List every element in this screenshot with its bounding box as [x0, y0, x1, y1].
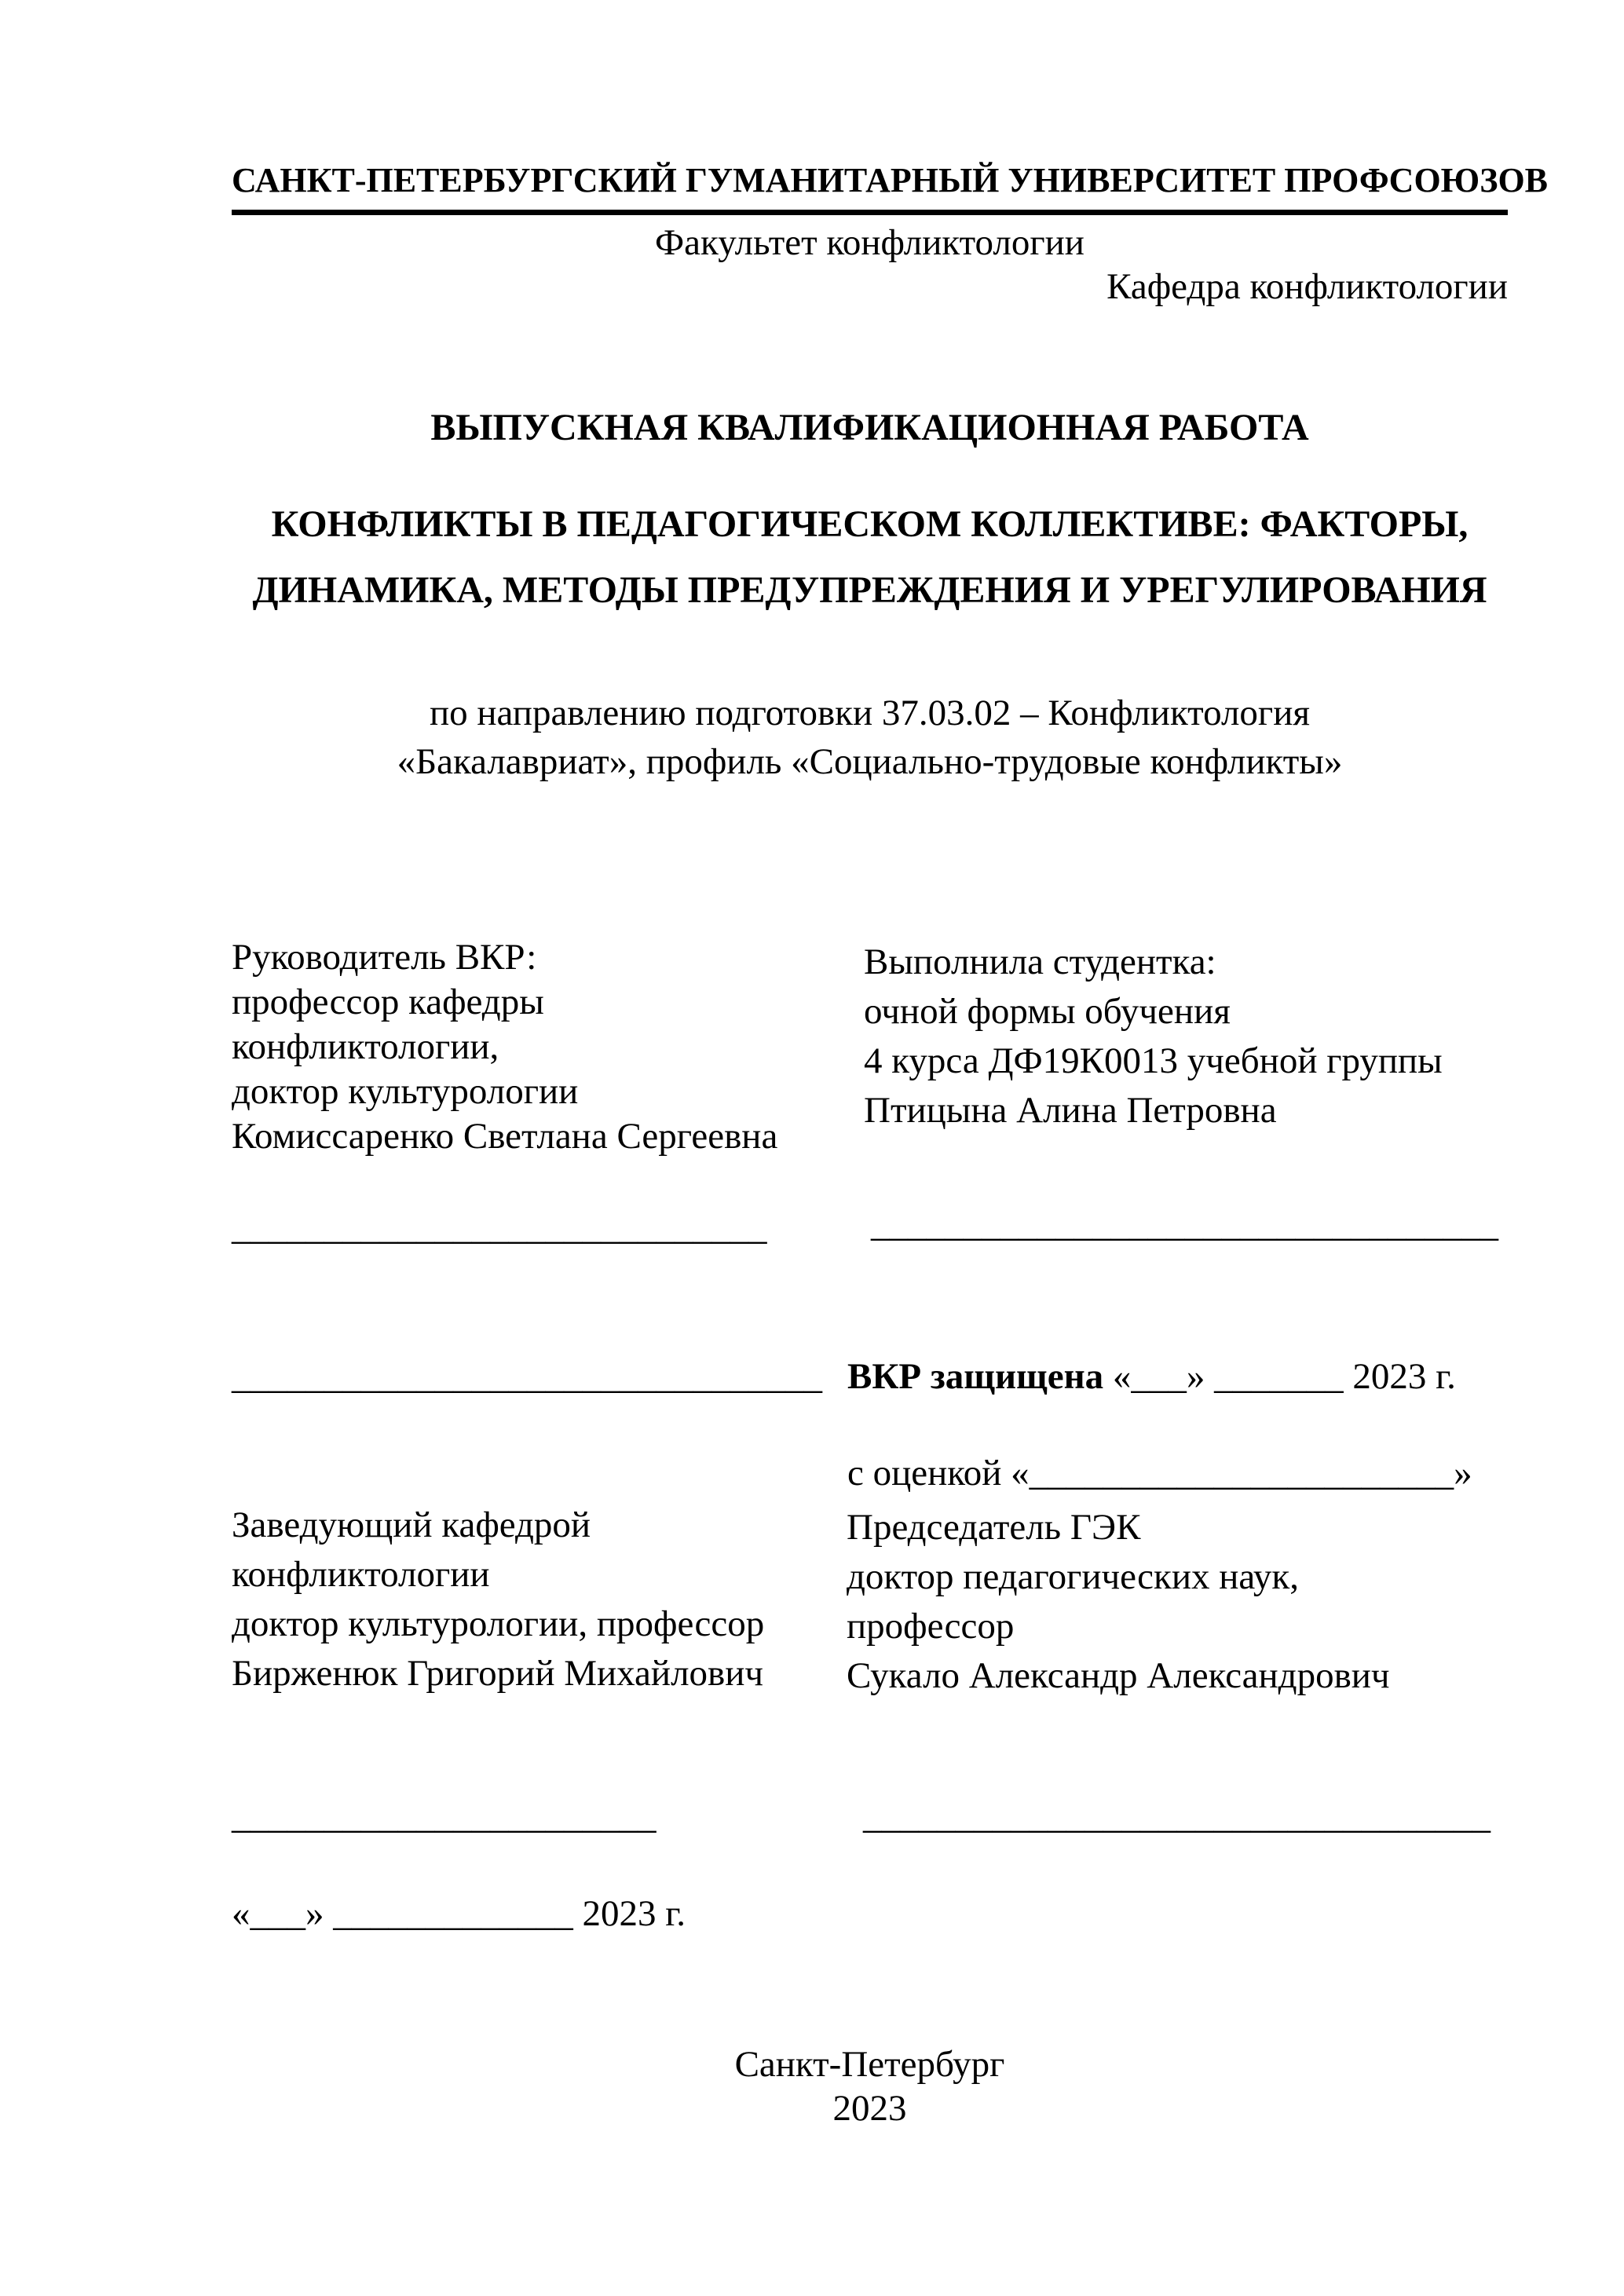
defense-date-line [847, 1354, 1456, 1399]
program-profile: «Бакалавриат», профиль «Социально-трудовые конфликты» [397, 741, 1343, 782]
supervisor-name: Комиссаренко Светлана Сергеевна [232, 1116, 778, 1157]
city-name: Санкт-Петербург [734, 2044, 1005, 2085]
chair-name: Сукало Александр Александрович [847, 1655, 1390, 1696]
head-name: Бирженюк Григорий Михайлович [232, 1653, 764, 1694]
department-head-block [232, 1501, 860, 1698]
chair-position-line: профессор [847, 1606, 1015, 1647]
thesis-title-line-2: ДИНАМИКА, МЕТОДЫ ПРЕДУПРЕЖДЕНИЯ И УРЕГУЛИРОВАНИЯ [252, 569, 1487, 611]
supervisor-signature-line: _____________________________ [232, 1207, 767, 1248]
head-signature-line-bottom: _______________________ [232, 1796, 657, 1837]
student-signature-line: __________________________________ [871, 1204, 1498, 1245]
defense-date-blank: «___» _______ 2023 г. [1103, 1356, 1456, 1397]
chair-heading: Председатель ГЭК [847, 1507, 1141, 1548]
student-heading: Выполнила студентка: [864, 941, 1216, 982]
student-study-form: очной формы обучения [864, 991, 1231, 1032]
head-date-line: «___» _____________ 2023 г. [232, 1893, 686, 1934]
university-name: САНКТ-ПЕТЕРБУРГСКИЙ ГУМАНИТАРНЫЙ УНИВЕРСИТЕТ ПРОФСОЮЗОВ [232, 159, 1508, 215]
thesis-title-line-1: КОНФЛИКТЫ В ПЕДАГОГИЧЕСКОМ КОЛЛЕКТИВЕ: ФАКТОРЫ, [271, 503, 1469, 545]
work-type-heading: ВЫПУСКНАЯ КВАЛИФИКАЦИОННАЯ РАБОТА [430, 407, 1309, 448]
footer-block [232, 2042, 1508, 2130]
year: 2023 [832, 2088, 907, 2129]
faculty-name: Факультет конфликтологии [655, 222, 1084, 263]
defense-label: ВКР защищена [847, 1356, 1104, 1397]
head-degree-line: доктор культурологии, профессор [232, 1603, 765, 1644]
gek-chair-block [847, 1503, 1522, 1701]
head-position-line-2: конфликтологии [232, 1554, 490, 1595]
supervisor-position-line-2: конфликтологии, [232, 1026, 499, 1067]
supervisor-degree-line: доктор культурологии [232, 1071, 579, 1112]
supervisor-block [232, 935, 860, 1159]
department-name: Кафедра конфликтологии [1106, 266, 1508, 307]
student-group: 4 курса ДФ19К0013 учебной группы [864, 1040, 1443, 1081]
student-block [864, 938, 1523, 1135]
supervisor-heading: Руководитель ВКР: [232, 937, 537, 978]
thesis-title [232, 492, 1508, 623]
grade-line: с оценкой «_______________________» [847, 1453, 1472, 1493]
student-name: Птицына Алина Петровна [864, 1090, 1277, 1131]
supervisor-position-line-1: профессор кафедры [232, 982, 544, 1022]
head-position-line-1: Заведующий кафедрой [232, 1504, 591, 1545]
chair-degree-line: доктор педагогических наук, [847, 1556, 1299, 1597]
chair-signature-line: __________________________________ [863, 1796, 1490, 1837]
program-direction: по направлению подготовки 37.03.02 – Конфликтология [430, 693, 1310, 733]
program-block [232, 689, 1508, 786]
head-signature-line: ________________________________ [232, 1356, 822, 1397]
